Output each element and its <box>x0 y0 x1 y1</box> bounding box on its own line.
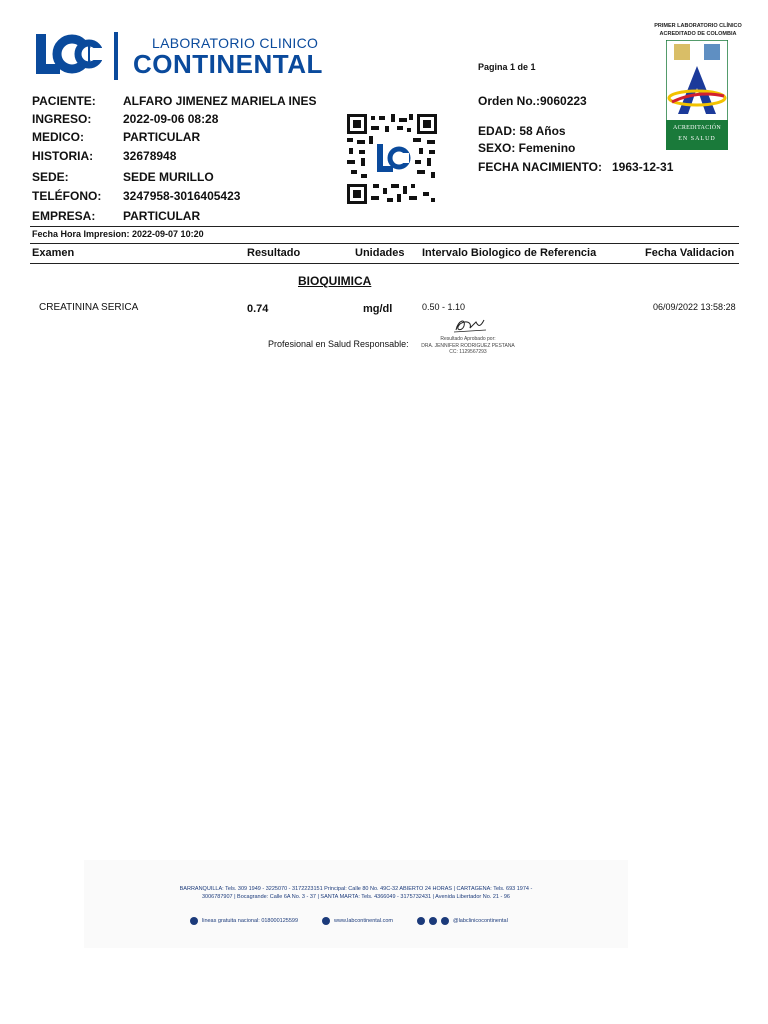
page-number: Pagina 1 de 1 <box>478 62 536 72</box>
footer-social[interactable]: @labclinicocontinental <box>417 917 508 925</box>
admission-label: INGRESO: <box>32 112 92 126</box>
instagram-icon <box>429 917 437 925</box>
company-label: EMPRESA: <box>32 209 96 223</box>
exam-validation-date: 06/09/2022 13:58:28 <box>653 302 736 312</box>
exam-name: CREATININA SERICA <box>39 302 139 313</box>
logo-title-small: LABORATORIO CLINICO <box>152 35 319 51</box>
patient-name: ALFARO JIMENEZ MARIELA INES <box>123 94 317 108</box>
signature-block <box>416 316 520 358</box>
logo-title-large: CONTINENTAL <box>133 49 323 79</box>
print-date: Fecha Hora Impresion: 2022-09-07 10:20 <box>32 229 204 239</box>
age-value: EDAD: 58 Años <box>478 124 566 138</box>
history-label: HISTORIA: <box>32 149 94 163</box>
exam-result: 0.74 <box>247 303 269 315</box>
footer-website[interactable]: www.labcontinental.com <box>322 917 393 925</box>
column-header-exam: Examen <box>32 247 75 259</box>
divider-top <box>30 226 739 227</box>
doctor-label: MEDICO: <box>32 130 84 144</box>
birthdate-label: FECHA NACIMIENTO: <box>478 160 602 174</box>
accreditation-label-1: ACREDITACIÓN <box>672 125 722 131</box>
company-value: PARTICULAR <box>123 209 201 223</box>
admission-date: 2022-09-06 08:28 <box>123 112 219 126</box>
site-label: SEDE: <box>32 170 69 184</box>
accreditation-seal <box>666 40 728 150</box>
history-value: 32678948 <box>123 149 177 163</box>
section-title: BIOQUIMICA <box>298 274 372 288</box>
patient-label: PACIENTE: <box>32 94 96 108</box>
footer-phone: lineas gratuita nacional: 018000125599 <box>190 917 298 925</box>
phone-value: 3247958-3016405423 <box>123 189 241 203</box>
divider-header-bottom <box>30 263 739 264</box>
birthdate-value: 1963-12-31 <box>612 160 674 174</box>
footer-band <box>84 860 628 948</box>
exam-units: mg/dl <box>363 303 393 315</box>
column-header-units: Unidades <box>355 247 405 259</box>
divider-header-top <box>30 243 739 244</box>
footer-address-line-1: BARRANQUILLA: Tels. 309 1949 - 3225070 - 3172223151 Principal: Calle 80 No. 49C-32 ABIERTO 24 HORAS | CARTAGENA: Tels. 693 1974 - <box>179 886 533 892</box>
accreditation-title: PRIMER LABORATORIO CLÍNICO ACREDITADO DE COLOMBIA <box>654 23 742 37</box>
site-value: SEDE MURILLO <box>123 170 214 184</box>
phone-icon <box>190 917 198 925</box>
signature-approved-text: Resultado Aprobado por: <box>440 336 496 342</box>
phone-label: TELÉFONO: <box>32 189 102 203</box>
lcc-logo-icon <box>34 30 102 78</box>
column-header-range: Intervalo Biologico de Referencia <box>422 247 597 259</box>
signature-icon <box>416 316 520 336</box>
linkedin-icon <box>441 917 449 925</box>
facebook-icon <box>417 917 425 925</box>
column-header-result: Resultado <box>247 247 301 259</box>
footer-address-line-2: 3006787907 | Bocagrande: Calle 6A No. 3 - 37 | SANTA MARTA: Tels. 4366049 - 3175732431 | Avenida Libertador No. 21 - 96 <box>201 894 510 900</box>
signature-id: CC: 1129567293 <box>449 349 487 355</box>
exam-reference-range: 0.50 - 1.10 <box>422 302 466 312</box>
signature-name: DRA. JENNIFER RODRIGUEZ PESTANA <box>421 343 515 349</box>
order-number: Orden No.:9060223 <box>478 94 587 108</box>
qr-code-icon <box>347 114 437 204</box>
accreditation-label-2: EN SALUD <box>678 136 716 142</box>
sex-value: SEXO: Femenino <box>478 141 576 155</box>
logo-divider <box>114 32 118 80</box>
globe-icon <box>322 917 330 925</box>
accreditation-logo-icon <box>666 40 728 150</box>
column-header-validation-date: Fecha Validacion <box>645 247 735 259</box>
responsible-label: Profesional en Salud Responsable: <box>268 339 409 349</box>
doctor-value: PARTICULAR <box>123 130 201 144</box>
